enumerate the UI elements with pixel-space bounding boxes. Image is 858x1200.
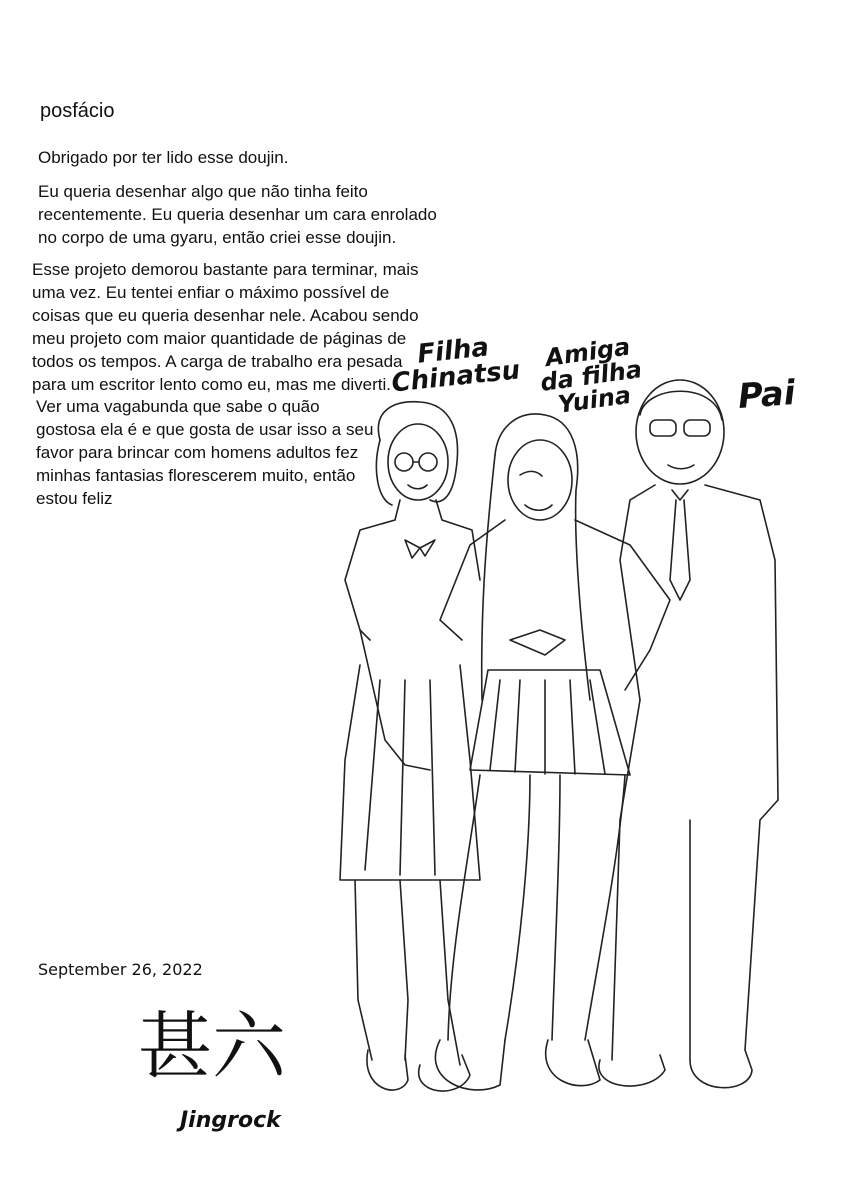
date-text: September 26, 2022 (38, 960, 203, 979)
paragraph-fantasies: Ver uma vagabunda que sabe o quão gostosa ela é e que gosta de usar isso a seu favor para brincar com homens adultos fez minhas fantasias florescerem muito, então estou feliz (36, 397, 374, 508)
label-pai: Pai (736, 373, 797, 417)
label-filha-chinatsu: Filha Chinatsu (390, 332, 522, 399)
paragraph-thanks: Obrigado por ter lido esse doujin. (38, 148, 289, 167)
label-amiga-yuina: Amiga da filha Yuina (538, 332, 644, 419)
page-title: posfácio (40, 100, 115, 122)
signature-kanji: 甚六 (138, 1004, 286, 1090)
figure-pai (599, 380, 778, 1088)
paragraph-motivation: Eu queria desenhar algo que não tinha feito recentemente. Eu queria desenhar um cara enrolado no corpo de uma gyaru, então criei esse doujin. (38, 182, 437, 247)
figure-yuina (435, 414, 670, 1090)
signature-name: Jingrock (180, 1108, 281, 1133)
paragraph-project: Esse projeto demorou bastante para terminar, mais uma vez. Eu tentei enfiar o máximo possível de coisas que eu queria desenhar nele. Acabou sendo meu projeto com maior quantidade de páginas de todos os tempos. A carga de trabalho era pesada para um escritor lento como eu, mas me diverti. (32, 260, 419, 394)
